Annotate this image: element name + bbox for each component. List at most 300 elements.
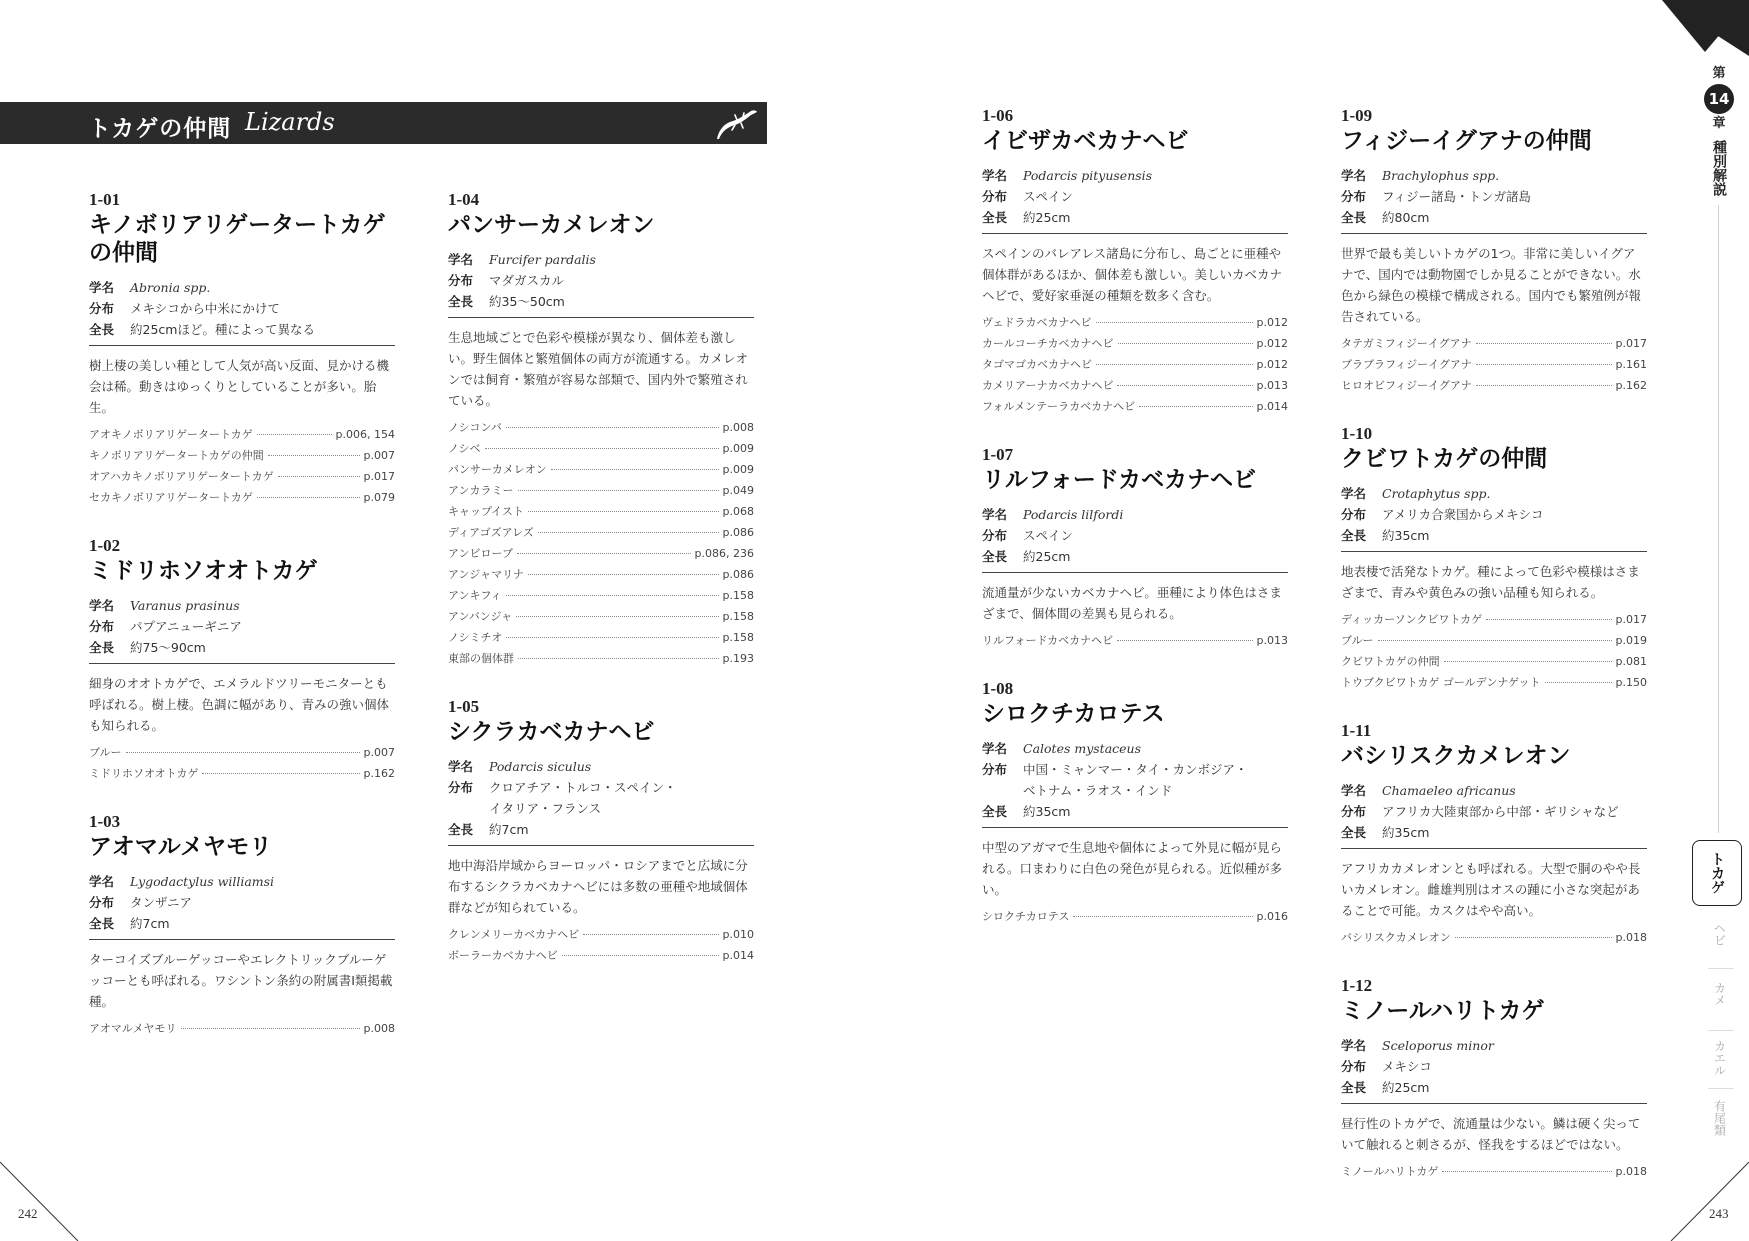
leader-dots [1378,640,1612,641]
scientific-name-label: 学名 [448,252,474,267]
length-label: 全長 [448,294,474,309]
leader-dots [517,553,691,554]
reference-name: カメリアーナカベカナヘビ [982,379,1114,392]
page-reference[interactable] [982,396,1288,417]
leader-dots [528,511,719,512]
entry-description: 地中海沿岸域からヨーロッパ・ロシアまでと広域に分布するシクラカベカナヘビには多数の亜種や地域個体群などが知られている。 [448,858,748,915]
distribution-row [89,892,395,913]
reference-name: バシリスクカメレオン [1341,931,1451,944]
species-entry [982,106,1288,417]
page-reference[interactable] [982,906,1288,927]
length-label: 全長 [1341,528,1367,543]
distribution-label: 分布 [1341,1059,1367,1074]
length-row [1341,525,1647,546]
length-value: 約35cm [1382,528,1430,543]
section-title: トカゲの仲間 [88,116,232,142]
page-reference[interactable] [1341,375,1647,396]
reference-name: キノボリアリゲータートカゲの仲間 [89,449,264,462]
reference-name: 東部の個体群 [448,652,514,665]
page-reference[interactable] [448,606,754,627]
entry-name: リルフォードカベカナヘビ [982,467,1257,493]
page-reference[interactable] [448,501,754,522]
length-value: 約25cm [1023,549,1071,564]
page-reference[interactable] [448,543,754,564]
page-reference[interactable] [448,417,754,438]
reference-page: p.006, 154 [335,428,395,441]
reference-page: p.161 [1615,358,1647,371]
leader-dots [1486,619,1611,620]
entry-number: 1-11 [1341,721,1372,740]
reference-name: アンバンジャ [448,610,513,623]
reference-page: p.009 [722,463,754,476]
leader-dots [1444,661,1612,662]
entry-description: アフリカカメレオンとも呼ばれる。大型で胴のやや長いカメレオン。雌雄判別はオスの踵に小さな突起があることで可能。カスクはやや高い。 [1341,861,1641,918]
scientific-name-row [982,738,1288,759]
reference-page: p.010 [722,928,754,941]
entry-name: シロクチカロテス [982,701,1165,727]
page-reference[interactable] [982,375,1288,396]
entry-description: 地表棲で活発なトカゲ。種によって色彩や模様はさまざまで、青みや黄色みの強い品種も知られる。 [1341,564,1640,600]
distribution-line: アフリカ大陸東部から中部・ギリシャなど [1382,804,1619,819]
entry-description: 昼行性のトカゲで、流通量は少ない。鱗は硬く尖っていて触れると刺さるが、怪我をするほどではない。 [1341,1116,1641,1152]
scientific-name: Lygodactylus williamsi [130,874,275,889]
tab-snakes[interactable] [1700,922,1740,946]
species-entry [1341,721,1647,948]
reference-page: p.081 [1615,655,1647,668]
tab-salamanders[interactable] [1700,1100,1740,1136]
chapter-prefix: 第 [1712,66,1726,81]
distribution-row [1341,801,1647,822]
leader-dots [1476,343,1612,344]
length-row [448,291,754,312]
scientific-name: Podarcis lilfordi [1023,507,1124,522]
leader-dots [1073,916,1252,917]
entry-attributes [982,738,1288,828]
entry-attributes [448,756,754,846]
reference-name: ブルー [1341,634,1374,647]
scientific-name-row [89,277,395,298]
distribution-row [1341,1056,1647,1077]
reference-name: クレンメリーカベカナヘビ [448,928,580,941]
reference-page: p.007 [363,449,395,462]
species-entry [89,536,395,784]
scientific-name: Brachylophus spp. [1382,168,1500,183]
leader-dots [518,490,719,491]
length-row [982,207,1288,228]
entry-name: パンサーカメレオン [448,212,655,238]
reference-page: p.162 [363,767,395,780]
distribution-row [982,186,1288,207]
reference-page: p.013 [1256,634,1288,647]
entry-description: 中型のアガマで生息地や個体によって外見に幅が見られる。口まわりに白色の発色が見られる。近似種が多い。 [982,840,1283,897]
scientific-name-label: 学名 [1341,783,1367,798]
entry-description: 細身のオオトカゲで、エメラルドツリーモニターとも呼ばれる。樹上棲。色調に幅があり、青みの強い個体も知られる。 [89,676,390,733]
page-reference[interactable] [89,445,395,466]
leader-dots [485,448,719,449]
reference-name: オアハカキノボリアリゲータートカゲ [89,470,274,483]
reference-page: p.008 [722,421,754,434]
leader-dots [126,752,360,753]
species-entry [448,190,754,669]
reference-name: キャップイスト [448,505,524,518]
reference-page: p.158 [722,631,754,644]
leader-dots [506,427,719,428]
distribution-value [1382,1056,1647,1077]
entry-number: 1-03 [89,812,121,831]
distribution-value [1382,801,1647,822]
page-number-right: 243 [1709,1206,1729,1221]
reference-name: ディッカーソンクビワトカゲ [1341,613,1483,626]
scientific-name-label: 学名 [1341,486,1367,501]
distribution-line: パプアニューギニア [130,619,242,634]
reference-name: セカキノボリアリゲータートカゲ [89,491,253,504]
reference-page: p.086 [722,526,754,539]
page-reference[interactable] [1341,651,1647,672]
distribution-line: マダガスカル [489,273,565,288]
page-reference[interactable] [448,564,754,585]
length-label: 全長 [982,210,1008,225]
length-value: 約35cm [1382,825,1430,840]
tab-salamanders-label: 有尾類 [1712,1100,1727,1136]
page-reference[interactable] [89,487,395,508]
scientific-name-label: 学名 [982,168,1008,183]
distribution-line: イタリア・フランス [489,801,602,816]
length-row [89,637,395,658]
distribution-label: 分布 [982,762,1008,777]
distribution-row [1341,504,1647,525]
entry-number: 1-04 [448,190,480,209]
reference-name: タゴマゴカベカナヘビ [982,358,1092,371]
reference-name: パンサーカメレオン [448,463,547,476]
species-entry [89,190,395,508]
tab-lizards[interactable] [1692,840,1742,906]
distribution-value [130,892,395,913]
entry-attributes [1341,1035,1647,1104]
leader-dots [1476,364,1612,365]
length-row [1341,1077,1647,1098]
chapter-suffix: 章 [1712,116,1726,131]
chapter-number: 14 [1704,84,1734,114]
distribution-row [448,777,754,819]
leader-dots [202,773,359,774]
leader-dots [1545,682,1612,683]
length-row [982,546,1288,567]
scientific-name-row [1341,165,1647,186]
page-reference[interactable] [982,630,1288,651]
distribution-line: メキシコから中米にかけて [130,301,280,316]
entry-description: 流通量が少ないカベカナヘビ。亜種により体色はさまざまで、個体間の差異も見られる。 [982,585,1282,621]
distribution-line: フィジー諸島・トンガ諸島 [1382,189,1532,204]
distribution-line: アメリカ合衆国からメキシコ [1382,507,1544,522]
distribution-label: 分布 [448,273,474,288]
scientific-name-label: 学名 [89,280,115,295]
leader-dots [518,658,719,659]
reference-page: p.014 [722,949,754,962]
tab-frogs-label: カエル [1712,1040,1727,1076]
species-entry [1341,424,1647,693]
distribution-line: ベトナム・ラオス・インド [1023,783,1173,798]
leader-dots [257,434,332,435]
reference-page: p.017 [363,470,395,483]
entry-number: 1-09 [1341,106,1373,125]
reference-page: p.017 [1615,613,1647,626]
length-value: 約35〜50cm [489,294,565,309]
length-label: 全長 [89,322,115,337]
reference-page: p.018 [1615,931,1647,944]
leader-dots [257,497,360,498]
scientific-name: Podarcis siculus [489,759,592,774]
reference-page: p.012 [1256,358,1288,371]
entry-attributes [1341,483,1647,552]
distribution-label: 分布 [982,528,1008,543]
distribution-label: 分布 [89,895,115,910]
entry-number: 1-05 [448,697,480,716]
species-entry [89,812,395,1039]
leader-dots [1096,364,1253,365]
distribution-line: メキシコ [1382,1059,1432,1074]
entry-number: 1-06 [982,106,1014,125]
page-reference[interactable] [1341,333,1647,354]
reference-name: ミドリホソオオトカゲ [89,767,199,780]
page-reference[interactable] [89,424,395,445]
page-corner-left [0,1162,80,1241]
distribution-label: 分布 [1341,189,1367,204]
distribution-line: タンザニア [130,895,193,910]
leader-dots [1139,406,1252,407]
reference-page: p.009 [722,442,754,455]
entry-number: 1-02 [89,536,121,555]
entry-attributes [1341,165,1647,234]
page-reference[interactable] [1341,354,1647,375]
scientific-name-row [1341,1035,1647,1056]
reference-name: フォルメンテーラカベカナヘビ [982,400,1136,413]
page-reference[interactable] [89,1018,395,1039]
page-reference[interactable] [1341,672,1647,693]
scientific-name-label: 学名 [89,874,115,889]
entry-name: キノボリアリゲータートカゲの仲間 [89,212,386,266]
page-reference[interactable] [1341,927,1647,948]
entry-name: アオマルメヤモリ [89,834,273,860]
entry-attributes [448,249,754,318]
scientific-name-row [89,595,395,616]
species-entry [1341,976,1647,1182]
leader-dots [1118,343,1253,344]
page-reference[interactable] [448,480,754,501]
chapter-title: 種別解説 [1711,140,1727,196]
entry-number: 1-10 [1341,424,1373,443]
entry-name: フィジーイグアナの仲間 [1341,128,1592,154]
reference-page: p.008 [363,1022,395,1035]
scientific-name: Sceloporus minor [1382,1038,1494,1053]
scientific-name: Podarcis pityusensis [1023,168,1153,183]
reference-page: p.018 [1615,1165,1647,1178]
chapter-marker [1697,66,1741,196]
distribution-value [1382,504,1647,525]
entry-description: 生息地域ごとで色彩や模様が異なり、個体差も激しい。野生個体と繁殖個体の両方が流通する。カメレオンでは飼育・繁殖が容易な部類で、国内外で繁殖されている。 [448,330,749,408]
page-reference[interactable] [448,924,754,945]
page-reference[interactable] [448,438,754,459]
reference-name: ディアゴズアレズ [448,526,534,539]
scientific-name-row [1341,483,1647,504]
page-reference[interactable] [448,627,754,648]
entry-name: イビザカベカナヘビ [982,128,1189,154]
reference-page: p.086, 236 [694,547,754,560]
leader-dots [1096,322,1253,323]
length-value: 約7cm [130,916,170,931]
page-reference[interactable] [982,312,1288,333]
leader-dots [1117,385,1252,386]
entry-number: 1-12 [1341,976,1373,995]
leader-dots [506,595,719,596]
tab-lizards-label: トカゲ [1709,852,1725,894]
reference-page: p.079 [363,491,395,504]
reference-page: p.012 [1256,337,1288,350]
distribution-row [448,270,754,291]
reference-page: p.016 [1256,910,1288,923]
page-reference[interactable] [1341,1161,1647,1182]
species-entry [448,697,754,966]
length-value: 約80cm [1382,210,1430,225]
species-entry [982,679,1288,927]
distribution-value [1382,186,1647,207]
entry-description: スペインのバレアレス諸島に分布し、島ごとに亜種や個体群があるほか、個体差も激しい。美しいカベカナヘビで、愛好家垂涎の種類を数多く含む。 [982,246,1283,303]
page-reference[interactable] [89,742,395,763]
length-label: 全長 [89,640,115,655]
page-reference[interactable] [448,459,754,480]
distribution-label: 分布 [89,619,115,634]
leader-dots [1442,1171,1611,1172]
scientific-name: Calotes mystaceus [1023,741,1142,756]
scientific-name: Furcifer pardalis [489,252,596,267]
reference-name: アオキノボリアリゲータートカゲ [89,428,253,441]
lizard-icon [713,105,759,141]
reference-page: p.158 [722,610,754,623]
distribution-value [1023,525,1288,546]
reference-name: アンビローブ [448,547,514,560]
reference-name: アオマルメヤモリ [89,1022,177,1035]
tab-turtles-label: カメ [1712,982,1727,1006]
distribution-line: 中国・ミャンマー・タイ・カンボジア・ [1023,762,1248,777]
tab-snakes-label: ヘビ [1712,922,1727,946]
reference-name: ヒロオビフィジーイグアナ [1341,379,1472,392]
scientific-name-row [982,165,1288,186]
length-label: 全長 [1341,1080,1367,1095]
entries-column-2 [448,190,754,994]
leader-dots [278,476,360,477]
entry-attributes [89,277,395,346]
page-reference[interactable] [448,945,754,966]
side-divider [1718,205,1719,833]
reference-name: ブラブラフィジーイグアナ [1341,358,1472,371]
tab-frogs[interactable] [1700,1040,1740,1076]
reference-page: p.007 [363,746,395,759]
scientific-name-label: 学名 [982,741,1008,756]
page-reference[interactable] [89,763,395,784]
scientific-name: Abronia spp. [130,280,211,295]
page-reference[interactable] [448,522,754,543]
reference-name: アンキフィ [448,589,502,602]
reference-page: p.013 [1256,379,1288,392]
scientific-name-row [982,504,1288,525]
tab-turtles[interactable] [1700,982,1740,1006]
page-reference[interactable] [1341,630,1647,651]
length-label: 全長 [1341,825,1367,840]
reference-name: ブルー [89,746,122,759]
distribution-line: スペイン [1023,528,1074,543]
leader-dots [583,934,718,935]
reference-page: p.014 [1256,400,1288,413]
length-value: 約75〜90cm [130,640,206,655]
scientific-name-label: 学名 [89,598,115,613]
page-reference[interactable] [448,648,754,669]
distribution-line: スペイン [1023,189,1074,204]
scientific-name-row [448,756,754,777]
length-value: 約25cmほど。種によって異なる [130,322,315,337]
scientific-name-row [448,249,754,270]
length-row [982,801,1288,822]
reference-name: ノシミチオ [448,631,503,644]
reference-page: p.162 [1615,379,1647,392]
distribution-label: 分布 [448,780,474,795]
length-row [448,819,754,840]
entries-column-1 [89,190,395,1067]
length-value: 約35cm [1023,804,1071,819]
tab-separator [1708,968,1734,969]
length-label: 全長 [448,822,474,837]
reference-page: p.017 [1615,337,1647,350]
leader-dots [1476,385,1612,386]
page-reference[interactable] [1341,609,1647,630]
reference-page: p.012 [1256,316,1288,329]
scientific-name-label: 学名 [1341,168,1367,183]
distribution-row [89,298,395,319]
leader-dots [181,1028,360,1029]
entry-attributes [89,595,395,664]
reference-name: トウブクビワトカゲ ゴールデンナゲット [1341,676,1541,689]
leader-dots [538,532,719,533]
length-value: 約25cm [1023,210,1071,225]
page-corner-right [1669,1162,1749,1241]
distribution-value [489,270,754,291]
reference-name: ボーラーカベカナヘビ [448,949,558,962]
reference-name: シロクチカロテス [982,910,1070,923]
page-reference[interactable] [982,333,1288,354]
leader-dots [528,574,719,575]
reference-name: アンカラミー [448,484,514,497]
entry-attributes [89,871,395,940]
length-value: 約25cm [1382,1080,1430,1095]
scientific-name-label: 学名 [448,759,474,774]
distribution-value [1023,759,1288,801]
leader-dots [516,616,718,617]
distribution-label: 分布 [89,301,115,316]
scientific-name-label: 学名 [982,507,1008,522]
length-row [1341,207,1647,228]
page-reference[interactable] [982,354,1288,375]
distribution-value [130,298,395,319]
species-entry [982,445,1288,651]
entry-name: クビワトカゲの仲間 [1341,446,1548,472]
scientific-name: Varanus prasinus [130,598,240,613]
reference-name: クビワトカゲの仲間 [1341,655,1440,668]
leader-dots [506,637,718,638]
length-label: 全長 [982,549,1008,564]
leader-dots [562,955,719,956]
page-reference[interactable] [89,466,395,487]
page-reference[interactable] [448,585,754,606]
species-entry [1341,106,1647,396]
reference-page: p.193 [722,652,754,665]
